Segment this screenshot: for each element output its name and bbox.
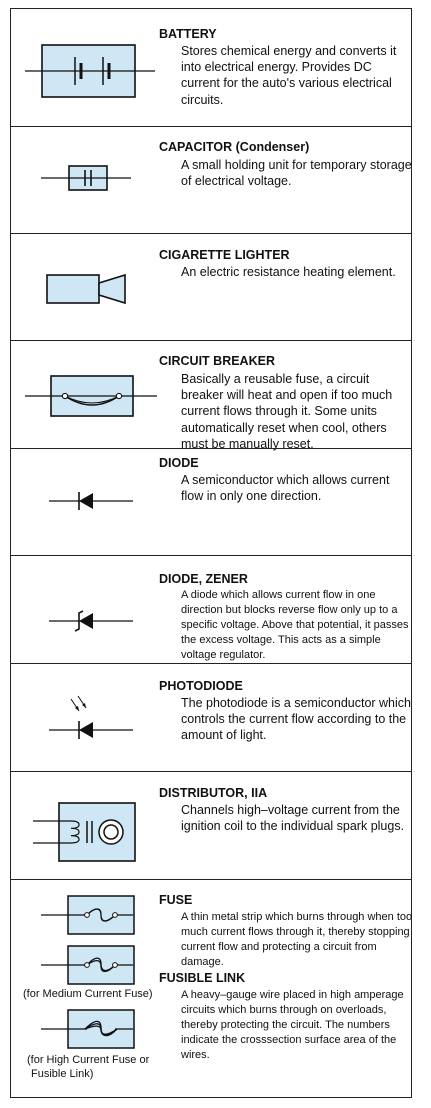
diode-symbol [49, 488, 133, 514]
fuse-symbol [41, 893, 133, 937]
medium-current-fuse-caption: (for Medium Current Fuse) [23, 988, 153, 1000]
zener-description: A diode which allows current flow in one direction but blocks reverse flow only up to a specific voltage. Above that potential, it passes the excess voltage. This acts as a simple voltage regulator. [181, 589, 409, 661]
fuse-description: A thin metal strip which burns through when too much current flows through it, thereby stopping current flow and protecting a circuit from damage. [181, 911, 413, 968]
diode-description: A semiconductor which allows current flow in only one direction. [181, 473, 390, 504]
row-diode [11, 448, 411, 555]
row-fuse-fusible-link [11, 879, 411, 1099]
medium-current-fuse-symbol [41, 943, 133, 987]
battery-symbol [25, 41, 155, 101]
diode-title: DIODE [159, 456, 199, 470]
row-capacitor [11, 126, 411, 233]
lighter-description: An electric resistance heating element. [181, 265, 396, 279]
capacitor-description: A small holding unit for temporary storage of electrical voltage. [181, 158, 412, 189]
fusible-link-title: FUSIBLE LINK [159, 971, 246, 985]
row-circuit-breaker [11, 340, 411, 451]
fuse-title: FUSE [159, 893, 193, 907]
circuit-breaker-title: CIRCUIT BREAKER [159, 354, 275, 368]
photodiode-description: The photodiode is a semiconductor which controls the current flow according to the amount of light. [181, 696, 411, 743]
lighter-title: CIGARETTE LIGHTER [159, 248, 290, 262]
capacitor-symbol [41, 164, 131, 194]
battery-title: BATTERY [159, 27, 217, 41]
high-current-fuse-caption-line1: (for High Current Fuse or [27, 1054, 150, 1066]
distributor-description: Channels high–voltage current from the ignition coil to the individual spark plugs. [181, 803, 405, 834]
row-photodiode [11, 663, 411, 771]
zener-title: DIODE, ZENER [159, 572, 248, 586]
high-current-fuse-caption-line2: Fusible Link) [31, 1068, 94, 1080]
row-zener-diode [11, 555, 411, 663]
distributor-title: DISTRIBUTOR, IIA [159, 786, 268, 800]
row-distributor [11, 771, 411, 879]
circuit-breaker-symbol [25, 374, 157, 418]
fusible-link-description: A heavy–gauge wire placed in high amperage circuits which burns through on overloads, thereby protecting the circuit. The numbers indicate the crosssection surface area of the wires. [181, 989, 404, 1061]
distributor-symbol [33, 801, 143, 863]
circuit-breaker-description: Basically a reusable fuse, a circuit breaker will heat and open if too much current flows through it. Some units automatically reset when cool, others must be manually reset. [181, 372, 393, 451]
photodiode-title: PHOTODIODE [159, 679, 243, 693]
battery-description: Stores chemical energy and converts it into electrical energy. Provides DC current for the auto's various electrical circuits. [181, 44, 397, 107]
photodiode-symbol [49, 693, 133, 745]
row-cigarette-lighter [11, 233, 411, 340]
zener-diode-symbol [49, 607, 133, 635]
lighter-symbol [45, 271, 129, 309]
high-current-fuse-symbol [41, 1007, 133, 1051]
row-battery [11, 9, 411, 126]
capacitor-title: CAPACITOR (Condenser) [159, 140, 310, 154]
legend-frame [10, 8, 412, 1098]
